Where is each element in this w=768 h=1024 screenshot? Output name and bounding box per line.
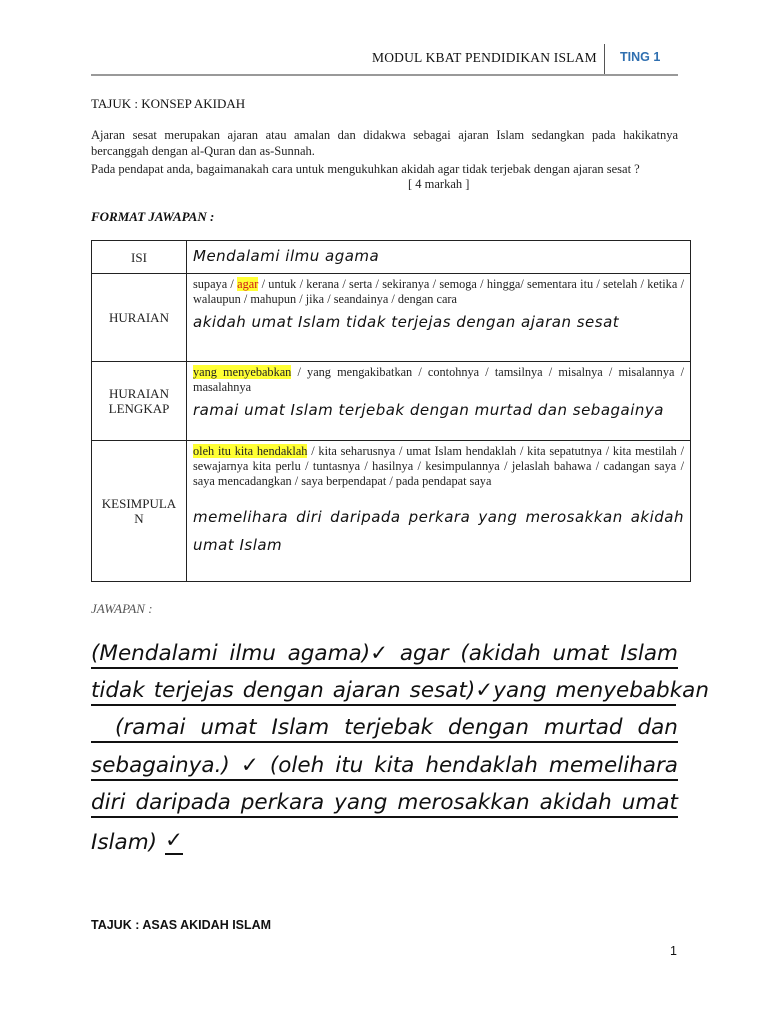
- table-row-kesimpulan: [92, 441, 691, 582]
- huraian-lengkap-answer: ramai umat Islam terjebak dengan murtad dan sebagainya: [193, 401, 664, 419]
- header-rule: [91, 74, 678, 76]
- next-section-title: TAJUK : ASAS AKIDAH ISLAM: [91, 918, 272, 932]
- answer-line: sebagainya.) ✓ (oleh itu kita hendaklah memelihara: [91, 744, 678, 781]
- row-label-huraian: HURAIAN: [92, 274, 187, 362]
- marks-label: [ 4 markah ]: [408, 177, 470, 191]
- header-level: TING 1: [620, 50, 661, 64]
- table-row-huraian-lengkap: [92, 362, 691, 441]
- highlighted-connector: yang menyebabkan: [193, 365, 292, 379]
- answer-format-table: [91, 240, 691, 582]
- answer-line: tidak terjejas dengan ajaran sesat)✓yang menyebabkan: [91, 669, 676, 706]
- table-row-isi: [92, 241, 691, 274]
- answer-label: JAWAPAN :: [91, 601, 153, 616]
- section-title: TAJUK : KONSEP AKIDAH: [91, 96, 246, 111]
- header-separator: [604, 44, 605, 74]
- answer-line: diri daripada perkara yang merosakkan akidah umat: [91, 781, 678, 818]
- format-label: FORMAT JAWAPAN :: [91, 209, 215, 224]
- question-text: Pada pendapat anda, bagaimanakah cara untuk mengukuhkan akidah agar tidak terjebak dengan ajaran sesat ?: [91, 162, 640, 176]
- row-label-huraian-lengkap: HURAIAN LENGKAP: [92, 362, 187, 441]
- highlighted-connector: agar: [237, 277, 259, 291]
- answer-line: (ramai umat Islam terjebak dengan murtad dan: [91, 706, 678, 743]
- row-label-kesimpulan: KESIMPULA N: [92, 441, 187, 582]
- isi-answer: Mendalami ilmu agama: [193, 247, 380, 265]
- kesimpulan-connectors: oleh itu kita hendaklah / kita seharusnya / umat Islam hendaklah / kita sepatutnya / kita mestilah / sewajarnya kita perlu / tuntasnya / hasilnya / kesimpulannya / jelaslah bahawa / cadangan saya / saya mencadangkan / saya berpendapat / pada pendapat saya: [193, 444, 684, 488]
- huraian-connectors: supaya / agar / untuk / kerana / serta / sekiranya / semoga / hingga/ sementara itu / setelah / ketika / walaupun / mahupun / jika / seandainya / dengan cara: [193, 277, 684, 306]
- question-context: Ajaran sesat merupakan ajaran atau amalan dan didakwa sebagai ajaran Islam sedangkan pada hakikatnya bercanggah dengan al-Quran dan as-Sunnah.: [91, 128, 678, 158]
- kesimpulan-answer-line1: memelihara diri daripada perkara yang merosakkan akidah: [193, 508, 684, 526]
- huraian-lengkap-connectors: yang menyebabkan / yang mengakibatkan / contohnya / tamsilnya / misalnya / misalannya / masalahnya: [193, 365, 684, 394]
- header-title: MODUL KBAT PENDIDIKAN ISLAM: [372, 50, 597, 65]
- kesimpulan-answer-line2: umat Islam: [193, 536, 283, 554]
- highlighted-connector: oleh itu kita hendaklah: [193, 444, 308, 458]
- table-row-huraian: [92, 274, 691, 362]
- huraian-answer: akidah umat Islam tidak terjejas dengan ajaran sesat: [193, 313, 620, 331]
- row-label-isi: ISI: [92, 241, 187, 274]
- answer-line: (Mendalami ilmu agama)✓ agar (akidah umat Islam: [91, 632, 678, 669]
- page-number: 1: [670, 944, 677, 958]
- answer-line: Islam) ✓: [91, 828, 184, 855]
